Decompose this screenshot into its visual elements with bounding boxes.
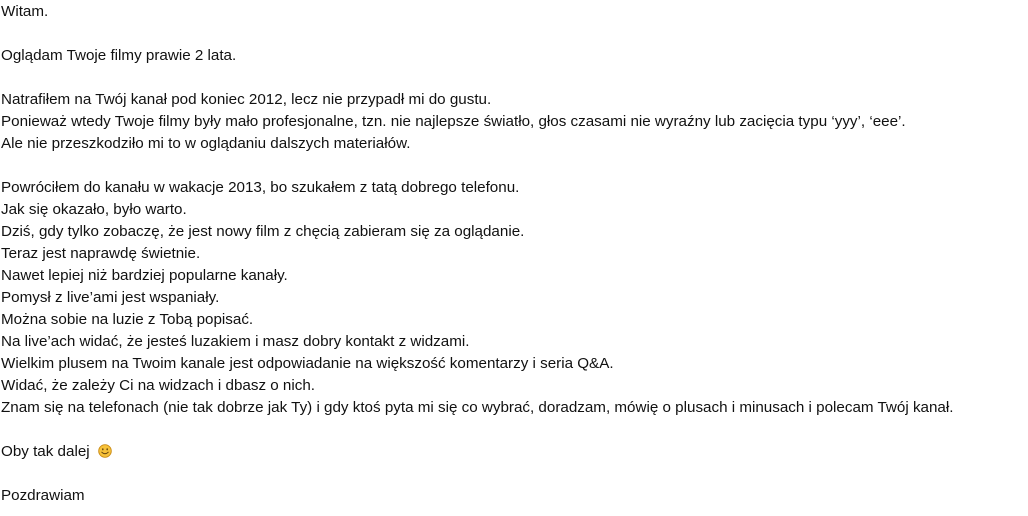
greeting-line: Witam. — [1, 3, 49, 20]
paragraph2-line: Jak się okazało, było warto. — [1, 201, 187, 218]
paragraph2-line: Nawet lepiej niż bardziej popularne kanały. — [1, 267, 288, 284]
paragraph2-line: Na live’ach widać, że jesteś luzakiem i masz dobry kontakt z widzami. — [1, 333, 470, 350]
paragraph2-line: Wielkim plusem na Twoim kanale jest odpowiadanie na większość komentarzy i seria Q&A. — [1, 355, 614, 372]
letter-document — [1, 0, 1027, 506]
paragraph1-line: Natrafiłem na Twój kanał pod koniec 2012, lecz nie przypadł mi do gustu. — [1, 91, 492, 108]
blank-line — [1, 154, 1027, 176]
blank-line — [1, 22, 1027, 44]
blank-line — [1, 418, 1027, 440]
paragraph2-line: Znam się na telefonach (nie tak dobrze jak Ty) i gdy ktoś pyta mi się co wybrać, doradzam, mówię o plusach i minusach i polecam Twój kanał. — [1, 399, 954, 416]
paragraph1-line: Ale nie przeszkodziło mi to w oglądaniu dalszych materiałów. — [1, 135, 411, 152]
blank-line — [1, 462, 1027, 484]
paragraph2-line: Można sobie na luzie z Tobą popisać. — [1, 311, 254, 328]
paragraph2-line: Teraz jest naprawdę świetnie. — [1, 245, 201, 262]
smiley-face-icon — [98, 444, 112, 458]
paragraph2-line: Widać, że zależy Ci na widzach i dbasz o nich. — [1, 377, 316, 394]
paragraph2-line: Powróciłem do kanału w wakacje 2013, bo szukałem z tatą dobrego telefonu. — [1, 179, 520, 196]
paragraph2-line: Pomysł z live’ami jest wspaniały. — [1, 289, 220, 306]
signature-line: Pozdrawiam — [1, 487, 85, 504]
blank-line — [1, 66, 1027, 88]
paragraph2-line: Dziś, gdy tylko zobaczę, że jest nowy film z chęcią zabieram się za oglądanie. — [1, 223, 525, 240]
paragraph1-line: Ponieważ wtedy Twoje filmy były mało profesjonalne, tzn. nie najlepsze światło, głos czasami nie wyraźny lub zacięcia typu ‘yyy’, ‘eee’. — [1, 113, 906, 130]
intro-line: Oglądam Twoje filmy prawie 2 lata. — [1, 47, 237, 64]
closing-line — [1, 440, 1027, 462]
closing-text: Oby tak dalej — [1, 443, 90, 460]
